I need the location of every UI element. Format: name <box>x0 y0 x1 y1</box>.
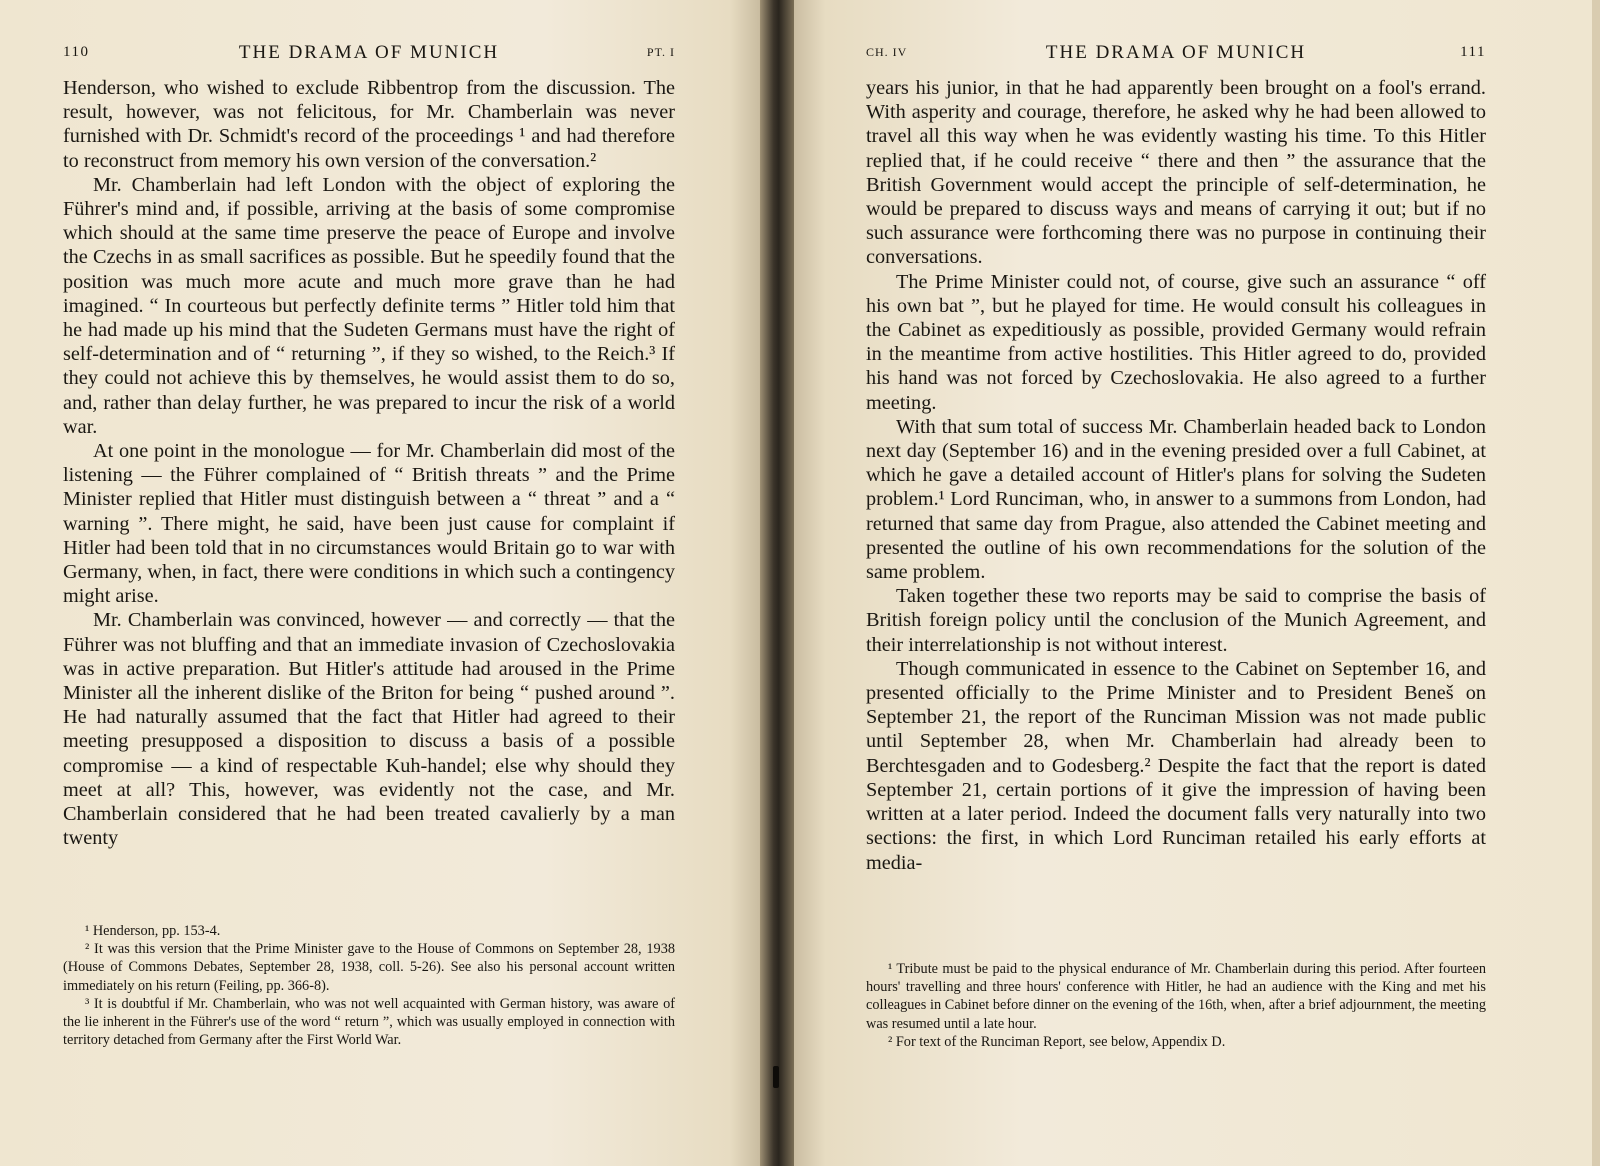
paragraph: Taken together these two reports may be said to comprise the basis of British foreign policy until the conclusion of the Munich Agreement, and their interrelationship is not without interest. <box>866 585 1486 656</box>
paragraph: Mr. Chamberlain had left London with the object of exploring the Führer's mind and, if possible, arriving at the basis of some compromise which should at the same time preserve the peace of Europe and involve the Czechs in as small sacrifices as possible. But he speedily found that the position was much more acute and much more grave than he had imagined. “ In courteous but perfectly definite terms ” Hitler told him that he had made up his mind that the Sudeten Germans must have the right of self-determination and of “ returning ”, if they so wished, to the Reich.³ If they could not achieve this by themselves, he would assist them to do so, and, rather than delay further, he was prepared to incur the risk of a world war. <box>63 173 675 438</box>
left-page-header <box>63 42 675 66</box>
paragraph: With that sum total of success Mr. Chamberlain headed back to London next day (September 16) and in the evening presided over a full Cabinet, at which he gave a detailed account of Hitler's plans for solving the Sudeten problem.¹ Lord Runciman, who, in answer to a summons from London, had returned that same day from Prague, also attended the Cabinet meeting and presented the outline of his own recommendations for the solution of the same problem. <box>866 415 1486 584</box>
running-title: THE DRAMA OF MUNICH <box>1045 42 1307 63</box>
footnote: ² For text of the Runciman Report, see below, Appendix D. <box>888 1033 1226 1050</box>
page-number: 110 <box>63 44 90 60</box>
section-label: PT. I <box>646 45 675 59</box>
paragraph: Henderson, who wished to exclude Ribbentrop from the discussion. The result, however, was not felicitous, for Mr. Chamberlain was never furnished with Dr. Schmidt's record of the proceedings ¹ and had therefore to reconstruct from memory his own version of the conversation.² <box>63 77 675 172</box>
left-footnotes <box>63 922 675 1049</box>
right-footnotes <box>866 960 1486 1051</box>
section-label: CH. IV <box>866 45 908 59</box>
footnote: ¹ Tribute must be paid to the physical endurance of Mr. Chamberlain during this period. After fourteen hours' travelling and three hours' conference with Hitler, he had an audience with the King and met his colleagues in Cabinet before dinner on the evening of the 16th, when, after a brief adjournment, the meeting was resumed until a late hour. <box>866 961 1486 1032</box>
right-page <box>776 0 1600 1166</box>
book-gutter <box>760 0 794 1166</box>
paragraph: Though communicated in essence to the Cabinet on September 16, and presented officially to the Prime Minister and to President Beneš on September 21, the report of the Runciman Mission was not made public until September 28, when Mr. Chamberlain had already been to Berchtesgaden and to Godesberg.² Despite the fact that the report is dated September 21, certain portions of it give the impression of having been written at a later period. Indeed the document falls very naturally into two sections: the first, in which Lord Runciman retailed his early efforts at media- <box>866 657 1486 874</box>
right-body-text <box>866 76 1486 875</box>
paragraph: Mr. Chamberlain was convinced, however — and correctly — that the Führer was not bluffing and that an immediate invasion of Czechoslovakia was in active preparation. But Hitler's attitude had aroused in the Prime Minister all the inherent dislike of the Briton for being “ pushed around ”. He had naturally assumed that the fact that Hitler had agreed to their meeting presupposed a disposition to discuss a basis of a possible compromise — a kind of respectable Kuh-handel; else why should they meet at all? This, however, was evidently not the case, and Mr. Chamberlain considered that he had been treated cavalierly by a man twenty <box>63 609 675 850</box>
left-body-text <box>63 76 675 851</box>
right-page-header <box>866 42 1486 66</box>
footnote: ³ It is doubtful if Mr. Chamberlain, who was not well acquainted with German history, was aware of the lie inherent in the Führer's use of the word “ return ”, which was usually employed in connection with territory detached from Germany after the First World War. <box>63 995 675 1049</box>
footnote: ² It was this version that the Prime Minister gave to the House of Commons on September 28, 1938 (House of Commons Debates, September 28, 1938, coll. 5-26). See also his personal account written immediately on his return (Feiling, pp. 366-8). <box>63 941 675 994</box>
paragraph: The Prime Minister could not, of course, give such an assurance “ off his own bat ”, but he played for time. He would consult his colleagues in the Cabinet as expeditiously as possible, provided Germany would refrain in the meantime from active hostilities. This Hitler agreed to do, provided his hand was not forced by Czechoslovakia. He also agreed to a further meeting. <box>866 270 1486 414</box>
left-page <box>0 0 776 1166</box>
binding-thread <box>773 1066 779 1088</box>
paragraph: years his junior, in that he had apparently been brought on a fool's errand. With asperity and courage, therefore, he asked why he had been allowed to travel all this way when he was evidently wasting his time. To this Hitler replied that, if he could receive “ there and then ” the assurance that the British Government would accept the principle of self-determination, he would be prepared to discuss ways and means of carrying it out; but if no such assurance were forthcoming there was no purpose in continuing their conversations. <box>866 77 1486 269</box>
running-title: THE DRAMA OF MUNICH <box>238 42 500 63</box>
paragraph: At one point in the monologue — for Mr. Chamberlain did most of the listening — the Führer complained of “ British threats ” and the Prime Minister replied that Hitler must distinguish between a “ threat ” and a “ warning ”. There might, he said, have been just cause for complaint if Hitler had been told that in no circumstances would Britain go to war with Germany, when, in fact, there were conditions in which such a contingency might arise. <box>63 440 675 608</box>
footnote: ¹ Henderson, pp. 153-4. <box>85 923 221 939</box>
page-number: 111 <box>1460 44 1486 60</box>
page-edge <box>1592 0 1600 1166</box>
